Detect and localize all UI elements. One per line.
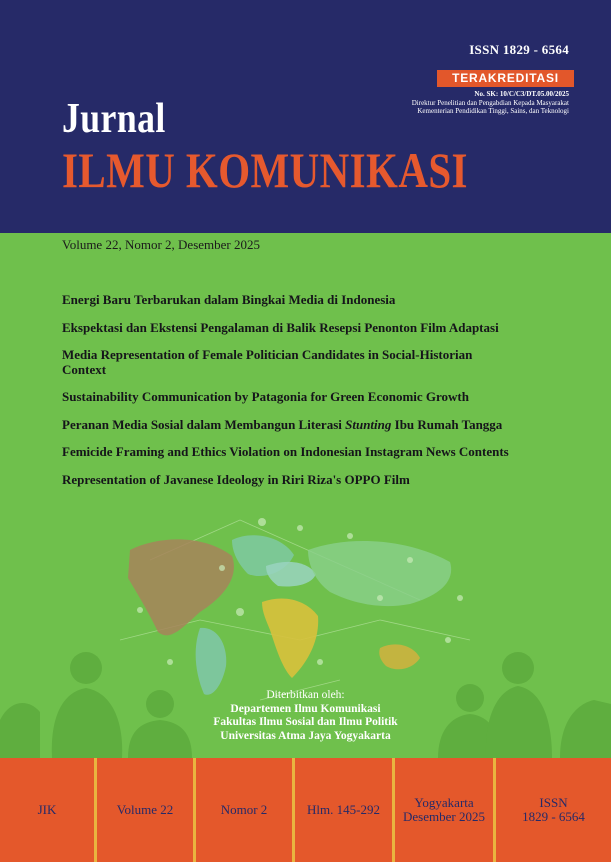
accreditation-badge: TERAKREDITASI [437,70,574,87]
article-title: Ekspektasi dan Ekstensi Pengalaman di Balik Resepsi Penonton Film Adaptasi [62,319,499,335]
publisher-department: Departemen Ilmu Komunikasi [230,702,381,715]
publisher-label: Diterbitkan oleh: [266,689,345,701]
footer-text: ISSN [539,795,568,810]
cover-footer [0,758,611,862]
article-title: Representation of Javanese Ideology in Riri Riza's OPPO Film [62,471,410,487]
article-title-part: Peranan Media Sosial dalam Membangun Literasi [62,416,346,432]
accreditation-sk-number: No. SK: 10/C/C3/DT.05.00/2025 [474,90,569,98]
volume-issue-line: Volume 22, Nomor 2, Desember 2025 [62,237,260,252]
footer-text: JIK [37,802,57,817]
footer-cell-pages [295,758,395,862]
footer-cell-issn [496,758,611,862]
accreditation-details [329,90,569,116]
accreditation-ministry: Kementerian Pendidikan Tinggi, Sains, dan Teknologi [417,107,569,116]
footer-text: 1829 - 6564 [522,809,585,824]
journal-title-small: Jurnal [62,96,166,142]
footer-text: Nomor 2 [220,802,268,817]
article-list [62,293,512,500]
footer-text: Hlm. 145-292 [307,802,380,817]
article-title-emphasis: Stunting [345,416,392,432]
cover-header [0,0,611,233]
footer-text: Desember 2025 [403,809,485,824]
issn-label: ISSN 1829 - 6564 [469,42,569,57]
footer-cell-place-date [395,758,496,862]
journal-title-large: ILMU KOMUNIKASI [62,142,468,198]
article-title: Femicide Framing and Ethics Violation on Indonesian Instagram News Contents [62,444,509,459]
footer-cell-abbreviation [0,758,97,862]
article-title: Energi Baru Terbarukan dalam Bingkai Media di Indonesia [62,292,396,307]
footer-text: Volume 22 [116,802,174,817]
footer-text: Yogyakarta [414,795,474,810]
article-title: Sustainability Communication by Patagonia for Green Economic Growth [62,389,469,404]
article-title [62,418,512,433]
publisher-university: Universitas Atma Jaya Yogyakarta [220,729,391,742]
publisher-block [0,689,611,743]
footer-cell-volume [97,758,196,862]
accreditation-directorate: Direktur Penelitian dan Pengabdian Kepada Masyarakat [411,98,569,107]
article-title-part: Ibu Rumah Tangga [391,416,503,432]
footer-cell-number [196,758,295,862]
article-title: Media Representation of Female Politician Candidates in Social-Historian Context [62,347,473,377]
publisher-faculty: Fakultas Ilmu Sosial dan Ilmu Politik [213,716,398,728]
